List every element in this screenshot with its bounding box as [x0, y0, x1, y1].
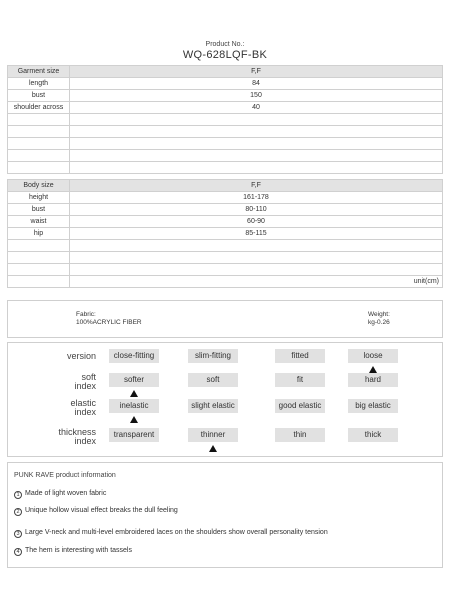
table-row: [8, 228, 443, 240]
body-row-value: 161-178: [70, 192, 443, 204]
empty-row: [8, 162, 443, 174]
attribute-option: thick: [348, 428, 398, 442]
selected-marker-icon: [130, 416, 138, 423]
fabric-value: 100%ACRYLIC FIBER: [76, 319, 142, 326]
body-row-value: 80-110: [70, 204, 443, 216]
body-size-label: Body size: [8, 180, 70, 192]
empty-row: [8, 126, 443, 138]
attribute-option: soft: [188, 373, 238, 387]
empty-row: [8, 240, 443, 252]
garment-row-value: 150: [70, 90, 443, 102]
attribute-option: hard: [348, 373, 398, 387]
info-item: [14, 529, 328, 538]
attribute-row: [8, 349, 442, 371]
info-item: [14, 507, 178, 516]
item-number: 4: [14, 548, 22, 556]
garment-size-label: Garment size: [8, 66, 70, 78]
selected-marker-icon: [209, 445, 217, 452]
selected-marker-icon: [369, 366, 377, 373]
attribute-option: softer: [109, 373, 159, 387]
product-header: [0, 40, 450, 62]
garment-size-table: [7, 65, 443, 174]
table-row: [8, 216, 443, 228]
unit-row: [8, 276, 443, 288]
garment-row-label: shoulder across: [8, 102, 70, 114]
attribute-option: slight elastic: [188, 399, 238, 413]
attribute-option: transparent: [109, 428, 159, 442]
attribute-option: close-fitting: [109, 349, 159, 363]
table-row: [8, 78, 443, 90]
unit-label: unit(cm): [70, 276, 443, 288]
garment-row-value: 84: [70, 78, 443, 90]
weight-info: [368, 311, 390, 327]
weight-label: Weight:: [368, 311, 390, 318]
garment-row-label: bust: [8, 90, 70, 102]
attribute-label: version: [66, 351, 96, 361]
attribute-option: fit: [275, 373, 325, 387]
table-row: [8, 102, 443, 114]
product-info-box: [7, 462, 443, 568]
selected-marker-icon: [130, 390, 138, 397]
item-text: Large V-neck and multi-level embroidered laces on the shoulders show overall personality tension: [25, 529, 328, 536]
info-item: [14, 547, 132, 556]
garment-row-value: 40: [70, 102, 443, 114]
garment-size-header: [8, 66, 443, 78]
attribute-label: thickness index: [58, 427, 96, 446]
attribute-row: [8, 428, 442, 450]
body-size-table: [7, 179, 443, 288]
attribute-label: elastic index: [70, 398, 96, 417]
empty-row: [8, 264, 443, 276]
attribute-box: [7, 342, 443, 457]
weight-value: kg-0.26: [368, 319, 390, 326]
body-row-label: height: [8, 192, 70, 204]
body-size-value: F,F: [70, 180, 443, 192]
body-row-value: 60-90: [70, 216, 443, 228]
table-row: [8, 204, 443, 216]
product-number-label: Product No.:: [205, 41, 245, 48]
body-row-label: waist: [8, 216, 70, 228]
attribute-option: inelastic: [109, 399, 159, 413]
garment-size-value: F,F: [70, 66, 443, 78]
attribute-option: thinner: [188, 428, 238, 442]
attribute-row: [8, 373, 442, 395]
attribute-option: slim-fitting: [188, 349, 238, 363]
body-row-value: 85-115: [70, 228, 443, 240]
item-text: Unique hollow visual effect breaks the dull feeling: [25, 507, 178, 514]
product-number: WQ-628LQF-BK: [182, 49, 268, 61]
item-text: Made of light woven fabric: [25, 490, 107, 497]
attribute-option: fitted: [275, 349, 325, 363]
body-row-label: hip: [8, 228, 70, 240]
fabric-info: [76, 311, 142, 327]
attribute-option: good elastic: [275, 399, 325, 413]
item-text: The hem is interesting with tassels: [25, 547, 132, 554]
empty-row: [8, 138, 443, 150]
empty-row: [8, 150, 443, 162]
info-title: PUNK RAVE product information: [14, 472, 116, 479]
item-number: 2: [14, 508, 22, 516]
item-number: 3: [14, 530, 22, 538]
fabric-label: Fabric:: [76, 311, 96, 318]
fabric-box: [7, 300, 443, 338]
garment-row-label: length: [8, 78, 70, 90]
body-row-label: bust: [8, 204, 70, 216]
table-row: [8, 192, 443, 204]
attribute-option: loose: [348, 349, 398, 363]
attribute-option: thin: [275, 428, 325, 442]
attribute-option: big elastic: [348, 399, 398, 413]
empty-row: [8, 252, 443, 264]
attribute-row: [8, 399, 442, 421]
table-row: [8, 90, 443, 102]
attribute-label: soft index: [74, 372, 96, 391]
item-number: 1: [14, 491, 22, 499]
empty-row: [8, 114, 443, 126]
info-item: [14, 490, 106, 499]
body-size-header: [8, 180, 443, 192]
